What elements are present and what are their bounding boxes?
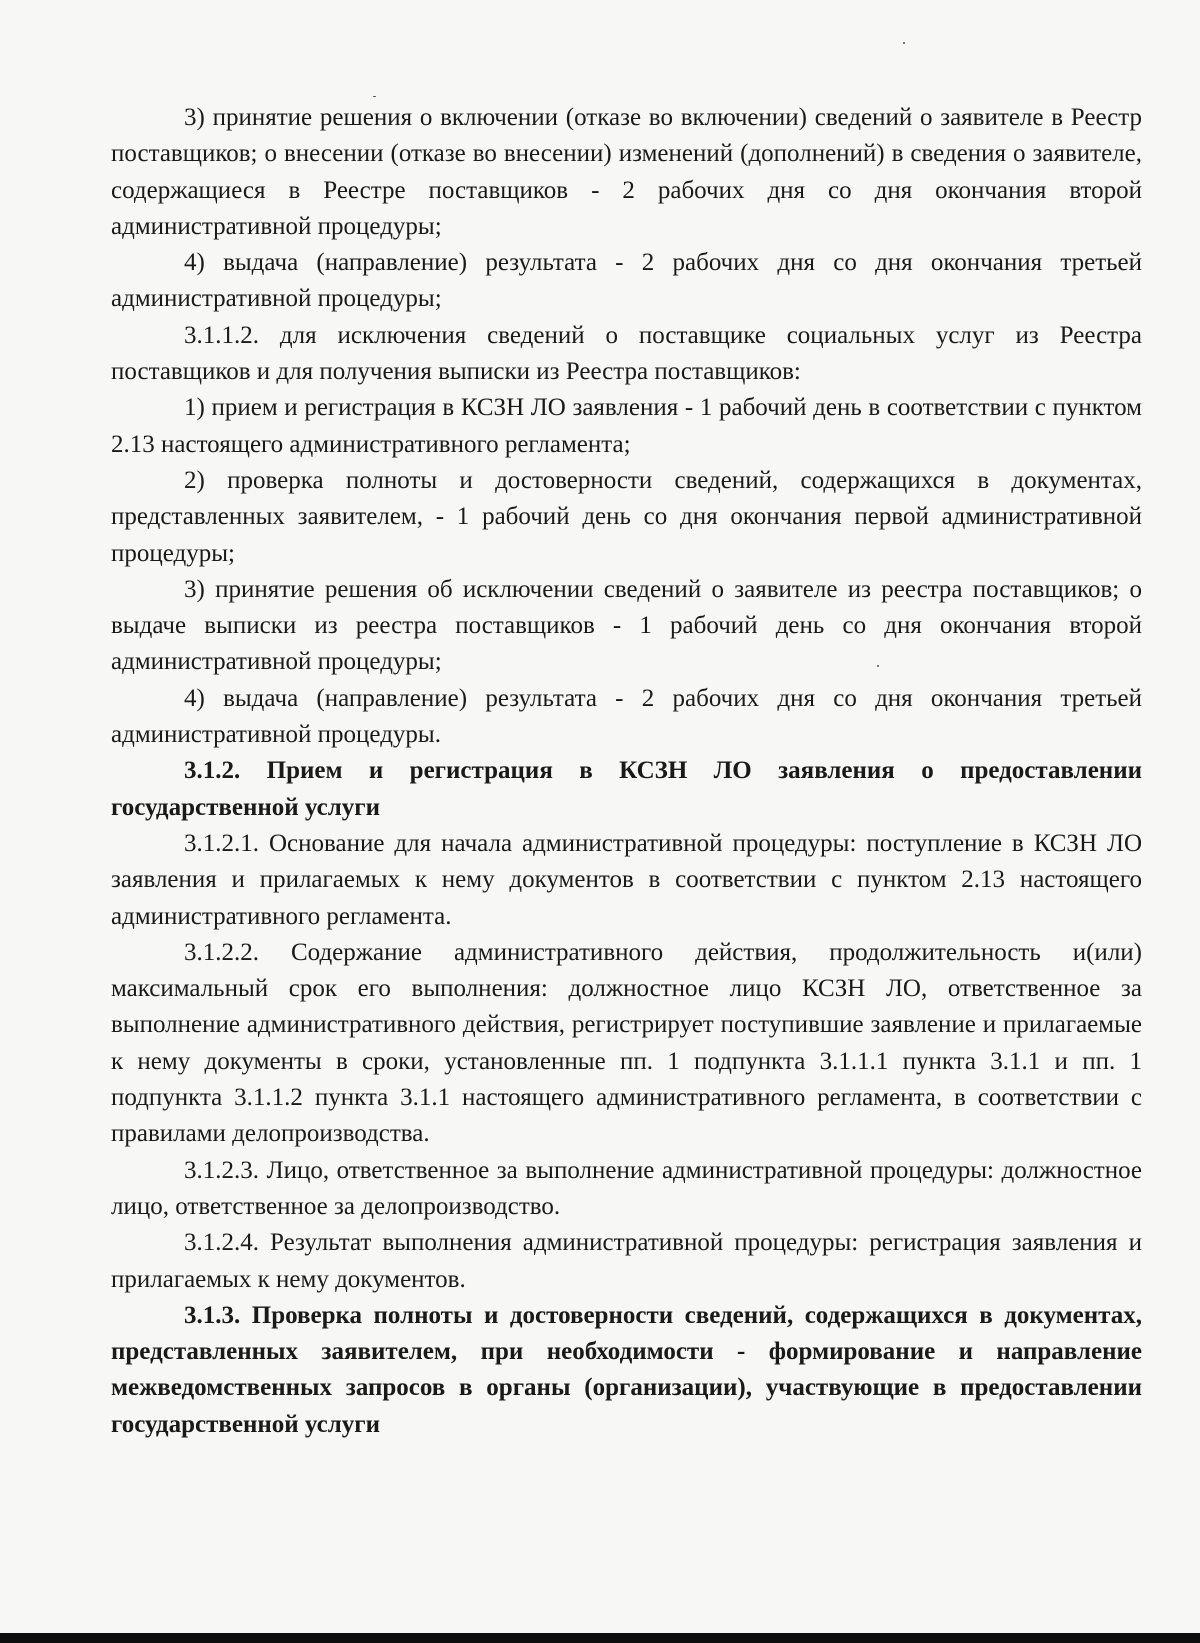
paragraph-list-item: 3) принятие решения об исключении сведений о заявителе из реестра поставщиков; о выдаче выписки из реестра поставщиков - 1 рабочий день со дня окончания второй административной процедуры; [111,575,1142,676]
paragraph-subsection: 3.1.2.2. Содержание административного действия, продолжительность и(или) максимальный срок его выполнения: должностное лицо КСЗН ЛО, ответственное за выполнение административного действия, регистрирует поступившие заявление и прилагаемые к нему документы в сроки, установленные пп. 1 подпункта 3.1.1.1 пункта 3.1.1 и пп. 1 подпункта 3.1.1.2 пункта 3.1.1 настоящего административного регламента, в соответствии с правилами делопроизводства. [111,938,1142,1148]
paragraph-subsection: 3.1.2.1. Основание для начала административной процедуры: поступление в КСЗН ЛО заявления и прилагаемых к нему документов в соответствии с пунктом 2.13 настоящего административного регламента. [111,829,1142,930]
document-body [111,100,1142,1443]
scan-speck [903,42,905,44]
scan-bottom-edge [0,1633,1200,1643]
section-heading: 3.1.2. Прием и регистрация в КСЗН ЛО заявления о предоставлении государственной услуги [111,757,1142,821]
paragraph-list-item: 4) выдача (направление) результата - 2 рабочих дня со дня окончания третьей административной процедуры; [111,249,1142,313]
paragraph-list-item: 3) принятие решения о включении (отказе во включении) сведений о заявителе в Реестр поставщиков; о внесении (отказе во внесении) изменений (дополнений) в сведения о заявителе, содержащиеся в Реестре поставщиков - 2 рабочих дня со дня окончания второй административной процедуры; [111,104,1142,240]
paragraph-list-item: 2) проверка полноты и достоверности сведений, содержащихся в документах, представленных заявителем, - 1 рабочий день со дня окончания первой административной процедуры; [111,466,1142,567]
paragraph-list-item: 4) выдача (направление) результата - 2 рабочих дня со дня окончания третьей административной процедуры. [111,684,1142,749]
scan-speck [373,96,376,97]
paragraph-subsection: 3.1.1.2. для исключения сведений о поставщике социальных услуг из Реестра поставщиков и для получения выписки из Реестра поставщиков: [111,321,1142,386]
paragraph-list-item: 1) прием и регистрация в КСЗН ЛО заявления - 1 рабочий день в соответствии с пунктом 2.13 настоящего административного регламента; [111,394,1142,458]
paragraph-subsection: 3.1.2.4. Результат выполнения административной процедуры: регистрация заявления и прилагаемых к нему документов. [111,1229,1142,1293]
section-heading: 3.1.3. Проверка полноты и достоверности сведений, содержащихся в документах, представленных заявителем, при необходимости - формирование и направление межведомственных запросов в органы (организации), участвующие в предоставлении государственной услуги [111,1301,1142,1438]
paragraph-subsection: 3.1.2.3. Лицо, ответственное за выполнение административной процедуры: должностное лицо, ответственное за делопроизводство. [111,1156,1142,1220]
